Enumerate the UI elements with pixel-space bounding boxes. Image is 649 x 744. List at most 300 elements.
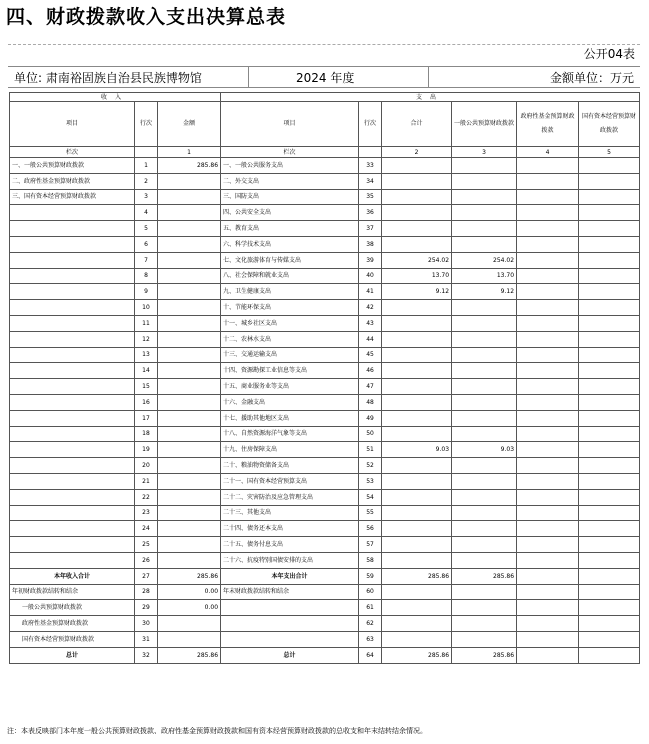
income-item: 一般公共预算财政拨款 xyxy=(10,600,135,616)
expense-state xyxy=(579,236,640,252)
income-amount: 285.86 xyxy=(158,647,221,663)
expense-row-no: 43 xyxy=(359,315,382,331)
table-row xyxy=(10,189,640,205)
expense-state xyxy=(579,315,640,331)
expense-state xyxy=(579,410,640,426)
expense-item: 二十四、债务还本支出 xyxy=(221,521,359,537)
income-item xyxy=(10,394,135,410)
income-amount xyxy=(158,505,221,521)
income-amount xyxy=(158,205,221,221)
column-header-row xyxy=(10,102,640,147)
expense-item: 本年支出合计 xyxy=(221,568,359,584)
expense-item: 二十三、其他支出 xyxy=(221,505,359,521)
income-amount xyxy=(158,268,221,284)
income-item xyxy=(10,300,135,316)
income-row-no: 19 xyxy=(135,442,158,458)
expense-item: 二十、粮油物资储备支出 xyxy=(221,458,359,474)
income-row-no: 10 xyxy=(135,300,158,316)
income-amount xyxy=(158,315,221,331)
expense-state xyxy=(579,537,640,553)
table-row xyxy=(10,331,640,347)
line-no-1: 1 xyxy=(158,147,221,158)
expense-row-no: 47 xyxy=(359,379,382,395)
table-row xyxy=(10,647,640,663)
expense-row-no: 42 xyxy=(359,300,382,316)
expense-row-no: 34 xyxy=(359,173,382,189)
expense-item: 十七、援助其他地区支出 xyxy=(221,410,359,426)
expense-state xyxy=(579,300,640,316)
income-row-no: 18 xyxy=(135,426,158,442)
expense-fund xyxy=(517,631,579,647)
income-amount xyxy=(158,363,221,379)
empty-cell xyxy=(359,147,382,158)
income-row-no: 29 xyxy=(135,600,158,616)
expense-item: 五、教育支出 xyxy=(221,221,359,237)
expense-total xyxy=(382,331,452,347)
expense-state xyxy=(579,331,640,347)
income-item xyxy=(10,410,135,426)
expense-fund xyxy=(517,315,579,331)
income-amount: 0.00 xyxy=(158,600,221,616)
table-row xyxy=(10,537,640,553)
budget-table xyxy=(9,92,640,664)
income-row-no: 13 xyxy=(135,347,158,363)
income-row-no: 9 xyxy=(135,284,158,300)
income-amount xyxy=(158,537,221,553)
table-row xyxy=(10,489,640,505)
income-amount xyxy=(158,616,221,632)
table-row xyxy=(10,158,640,174)
income-amount xyxy=(158,331,221,347)
income-row-no: 30 xyxy=(135,616,158,632)
expense-item: 十九、住房保障支出 xyxy=(221,442,359,458)
income-item xyxy=(10,221,135,237)
expense-fund xyxy=(517,158,579,174)
top-divider xyxy=(8,44,640,45)
income-item xyxy=(10,331,135,347)
expense-fund xyxy=(517,331,579,347)
expense-total xyxy=(382,473,452,489)
income-row-no: 17 xyxy=(135,410,158,426)
expense-item: 十四、资源勘探工业信息等支出 xyxy=(221,363,359,379)
expense-general xyxy=(452,505,517,521)
col-header-expense-rowno: 行次 xyxy=(359,102,382,147)
divider xyxy=(428,67,429,87)
income-item xyxy=(10,205,135,221)
table-row xyxy=(10,521,640,537)
expense-fund xyxy=(517,189,579,205)
expense-fund xyxy=(517,442,579,458)
income-amount xyxy=(158,189,221,205)
divider xyxy=(248,67,249,87)
income-row-no: 24 xyxy=(135,521,158,537)
expense-general xyxy=(452,236,517,252)
expense-item xyxy=(221,600,359,616)
table-row xyxy=(10,552,640,568)
expense-row-no: 54 xyxy=(359,489,382,505)
income-row-no: 28 xyxy=(135,584,158,600)
income-item xyxy=(10,252,135,268)
expense-general xyxy=(452,347,517,363)
income-amount xyxy=(158,410,221,426)
line-number-row xyxy=(10,147,640,158)
expense-item: 六、科学技术支出 xyxy=(221,236,359,252)
expense-state xyxy=(579,347,640,363)
expense-fund xyxy=(517,173,579,189)
expense-total xyxy=(382,347,452,363)
expense-item: 十五、商业服务业等支出 xyxy=(221,379,359,395)
expense-item: 三、国防支出 xyxy=(221,189,359,205)
expense-state xyxy=(579,442,640,458)
col-header-income-item: 项目 xyxy=(10,102,135,147)
income-row-no: 26 xyxy=(135,552,158,568)
expense-total xyxy=(382,584,452,600)
expense-general xyxy=(452,315,517,331)
expense-item: 十六、金融支出 xyxy=(221,394,359,410)
expense-total xyxy=(382,315,452,331)
expense-general: 254.02 xyxy=(452,252,517,268)
expense-total xyxy=(382,410,452,426)
expense-row-no: 61 xyxy=(359,600,382,616)
expense-row-no: 58 xyxy=(359,552,382,568)
expense-fund xyxy=(517,521,579,537)
expense-section: 支出 xyxy=(221,93,640,102)
expense-state xyxy=(579,647,640,663)
expense-general xyxy=(452,489,517,505)
expense-total xyxy=(382,458,452,474)
expense-row-no: 53 xyxy=(359,473,382,489)
expense-item: 二十一、国有资本经营预算支出 xyxy=(221,473,359,489)
expense-general xyxy=(452,205,517,221)
expense-general xyxy=(452,600,517,616)
expense-total xyxy=(382,205,452,221)
expense-row-no: 48 xyxy=(359,394,382,410)
income-item xyxy=(10,426,135,442)
expense-row-no: 64 xyxy=(359,647,382,663)
table-row xyxy=(10,631,640,647)
expense-fund xyxy=(517,205,579,221)
income-item xyxy=(10,521,135,537)
expense-total xyxy=(382,300,452,316)
income-item xyxy=(10,347,135,363)
col-header-state: 国有资本经营预算财政拨款 xyxy=(579,102,640,147)
expense-fund xyxy=(517,363,579,379)
expense-fund xyxy=(517,284,579,300)
income-row-no: 6 xyxy=(135,236,158,252)
line-no-2: 2 xyxy=(382,147,452,158)
income-amount xyxy=(158,489,221,505)
income-row-no: 5 xyxy=(135,221,158,237)
expense-fund xyxy=(517,537,579,553)
expense-total xyxy=(382,616,452,632)
expense-item xyxy=(221,616,359,632)
expense-fund xyxy=(517,236,579,252)
expense-total: 285.86 xyxy=(382,568,452,584)
expense-row-no: 60 xyxy=(359,584,382,600)
income-item: 三、国有资本经营预算财政拨款 xyxy=(10,189,135,205)
table-row xyxy=(10,505,640,521)
income-row-no: 16 xyxy=(135,394,158,410)
expense-fund xyxy=(517,552,579,568)
expense-fund xyxy=(517,473,579,489)
footnote: 注：本表反映部门本年度一般公共预算财政拨款、政府性基金预算财政拨款和国有资本经营预算财政拨款的总收支和年末结转结余情况。 xyxy=(7,727,427,735)
income-item xyxy=(10,284,135,300)
expense-fund xyxy=(517,647,579,663)
expense-general: 285.86 xyxy=(452,568,517,584)
col-header-fund: 政府性基金预算财政拨款 xyxy=(517,102,579,147)
expense-item: 一、一般公共服务支出 xyxy=(221,158,359,174)
col-header-expense-item: 项目 xyxy=(221,102,359,147)
col-header-general: 一般公共预算财政拨款 xyxy=(452,102,517,147)
income-item: 本年收入合计 xyxy=(10,568,135,584)
income-item xyxy=(10,537,135,553)
expense-row-no: 35 xyxy=(359,189,382,205)
expense-state xyxy=(579,505,640,521)
expense-fund xyxy=(517,616,579,632)
line-label-income: 栏次 xyxy=(10,147,135,158)
income-amount xyxy=(158,221,221,237)
expense-row-no: 57 xyxy=(359,537,382,553)
expense-row-no: 45 xyxy=(359,347,382,363)
expense-row-no: 46 xyxy=(359,363,382,379)
expense-total xyxy=(382,505,452,521)
expense-total xyxy=(382,537,452,553)
income-section: 收入 xyxy=(10,93,221,102)
expense-general xyxy=(452,221,517,237)
expense-state xyxy=(579,458,640,474)
income-amount xyxy=(158,236,221,252)
expense-fund xyxy=(517,300,579,316)
table-row xyxy=(10,300,640,316)
expense-row-no: 39 xyxy=(359,252,382,268)
expense-row-no: 33 xyxy=(359,158,382,174)
income-row-no: 15 xyxy=(135,379,158,395)
expense-item: 总计 xyxy=(221,647,359,663)
income-row-no: 31 xyxy=(135,631,158,647)
page-title: 四、财政拨款收入支出决算总表 xyxy=(6,6,287,28)
table-row xyxy=(10,363,640,379)
empty-cell xyxy=(135,147,158,158)
expense-general xyxy=(452,458,517,474)
income-item xyxy=(10,236,135,252)
income-item xyxy=(10,458,135,474)
table-row xyxy=(10,173,640,189)
income-amount xyxy=(158,458,221,474)
expense-row-no: 38 xyxy=(359,236,382,252)
income-item xyxy=(10,363,135,379)
expense-total: 9.12 xyxy=(382,284,452,300)
expense-row-no: 50 xyxy=(359,426,382,442)
expense-row-no: 63 xyxy=(359,631,382,647)
table-row xyxy=(10,284,640,300)
expense-total xyxy=(382,600,452,616)
line-label-expense: 栏次 xyxy=(221,147,359,158)
table-row xyxy=(10,616,640,632)
expense-total xyxy=(382,489,452,505)
unit-info-bar xyxy=(8,66,640,88)
income-row-no: 23 xyxy=(135,505,158,521)
expense-general xyxy=(452,584,517,600)
income-amount xyxy=(158,442,221,458)
income-item xyxy=(10,552,135,568)
income-item xyxy=(10,489,135,505)
income-item: 政府性基金预算财政拨款 xyxy=(10,616,135,632)
expense-item: 二十二、灾害防治及应急管理支出 xyxy=(221,489,359,505)
expense-total xyxy=(382,521,452,537)
income-row-no: 14 xyxy=(135,363,158,379)
table-row xyxy=(10,236,640,252)
expense-item: 七、文化旅游体育与传媒支出 xyxy=(221,252,359,268)
income-row-no: 8 xyxy=(135,268,158,284)
expense-state xyxy=(579,189,640,205)
section-header-row xyxy=(10,93,640,102)
expense-general: 13.70 xyxy=(452,268,517,284)
expense-total xyxy=(382,158,452,174)
expense-total xyxy=(382,363,452,379)
expense-general xyxy=(452,537,517,553)
income-item xyxy=(10,379,135,395)
expense-item: 二、外交支出 xyxy=(221,173,359,189)
income-amount: 285.86 xyxy=(158,158,221,174)
expense-state xyxy=(579,252,640,268)
table-row xyxy=(10,221,640,237)
expense-fund xyxy=(517,584,579,600)
income-amount: 285.86 xyxy=(158,568,221,584)
expense-item: 十八、自然资源海洋气象等支出 xyxy=(221,426,359,442)
income-amount xyxy=(158,473,221,489)
expense-total xyxy=(382,552,452,568)
income-row-no: 32 xyxy=(135,647,158,663)
expense-total xyxy=(382,394,452,410)
expense-fund xyxy=(517,489,579,505)
unit-name: 单位: 肃南裕固族自治县民族博物馆 xyxy=(14,71,202,85)
expense-item xyxy=(221,631,359,647)
table-row xyxy=(10,410,640,426)
income-amount xyxy=(158,379,221,395)
expense-item: 年末财政拨款结转和结余 xyxy=(221,584,359,600)
expense-general: 285.86 xyxy=(452,647,517,663)
income-amount xyxy=(158,173,221,189)
income-item xyxy=(10,473,135,489)
expense-row-no: 36 xyxy=(359,205,382,221)
expense-total xyxy=(382,236,452,252)
expense-fund xyxy=(517,426,579,442)
expense-state xyxy=(579,158,640,174)
income-row-no: 2 xyxy=(135,173,158,189)
expense-fund xyxy=(517,410,579,426)
expense-fund xyxy=(517,379,579,395)
expense-state xyxy=(579,363,640,379)
expense-general xyxy=(452,300,517,316)
income-item: 年初财政拨款结转和结余 xyxy=(10,584,135,600)
expense-total: 13.70 xyxy=(382,268,452,284)
expense-state xyxy=(579,426,640,442)
col-header-total: 合计 xyxy=(382,102,452,147)
income-amount xyxy=(158,521,221,537)
income-row-no: 7 xyxy=(135,252,158,268)
expense-total: 9.03 xyxy=(382,442,452,458)
income-amount xyxy=(158,284,221,300)
income-row-no: 25 xyxy=(135,537,158,553)
income-item xyxy=(10,315,135,331)
expense-state xyxy=(579,205,640,221)
expense-total xyxy=(382,631,452,647)
expense-state xyxy=(579,600,640,616)
expense-general xyxy=(452,426,517,442)
expense-general xyxy=(452,616,517,632)
expense-general xyxy=(452,394,517,410)
expense-total xyxy=(382,189,452,205)
table-row xyxy=(10,379,640,395)
expense-fund xyxy=(517,268,579,284)
income-amount xyxy=(158,300,221,316)
expense-row-no: 40 xyxy=(359,268,382,284)
expense-state xyxy=(579,473,640,489)
expense-fund xyxy=(517,600,579,616)
expense-row-no: 56 xyxy=(359,521,382,537)
expense-item: 八、社会保障和就业支出 xyxy=(221,268,359,284)
expense-state xyxy=(579,379,640,395)
expense-state xyxy=(579,284,640,300)
income-row-no: 21 xyxy=(135,473,158,489)
income-amount xyxy=(158,347,221,363)
expense-state xyxy=(579,521,640,537)
table-row xyxy=(10,315,640,331)
expense-state xyxy=(579,616,640,632)
income-amount xyxy=(158,394,221,410)
expense-fund xyxy=(517,568,579,584)
expense-state xyxy=(579,584,640,600)
expense-state xyxy=(579,489,640,505)
income-item: 二、政府性基金预算财政拨款 xyxy=(10,173,135,189)
expense-row-no: 55 xyxy=(359,505,382,521)
expense-row-no: 41 xyxy=(359,284,382,300)
expense-general xyxy=(452,158,517,174)
income-row-no: 1 xyxy=(135,158,158,174)
expense-item: 十一、城乡社区支出 xyxy=(221,315,359,331)
expense-fund xyxy=(517,458,579,474)
expense-fund xyxy=(517,252,579,268)
expense-total: 285.86 xyxy=(382,647,452,663)
expense-general xyxy=(452,410,517,426)
expense-row-no: 59 xyxy=(359,568,382,584)
income-row-no: 3 xyxy=(135,189,158,205)
income-item xyxy=(10,442,135,458)
expense-general xyxy=(452,473,517,489)
table-row xyxy=(10,394,640,410)
expense-total xyxy=(382,426,452,442)
expense-row-no: 51 xyxy=(359,442,382,458)
income-amount xyxy=(158,552,221,568)
table-row xyxy=(10,600,640,616)
income-amount xyxy=(158,252,221,268)
form-number: 公开04表 xyxy=(583,47,635,61)
expense-general xyxy=(452,189,517,205)
income-row-no: 4 xyxy=(135,205,158,221)
expense-total xyxy=(382,173,452,189)
income-row-no: 27 xyxy=(135,568,158,584)
table-row xyxy=(10,442,640,458)
table-row xyxy=(10,347,640,363)
expense-total xyxy=(382,221,452,237)
expense-general: 9.12 xyxy=(452,284,517,300)
table-row xyxy=(10,252,640,268)
income-item xyxy=(10,268,135,284)
table-row xyxy=(10,205,640,221)
col-header-income-amount: 金额 xyxy=(158,102,221,147)
expense-total xyxy=(382,379,452,395)
expense-item: 十、节能环保支出 xyxy=(221,300,359,316)
